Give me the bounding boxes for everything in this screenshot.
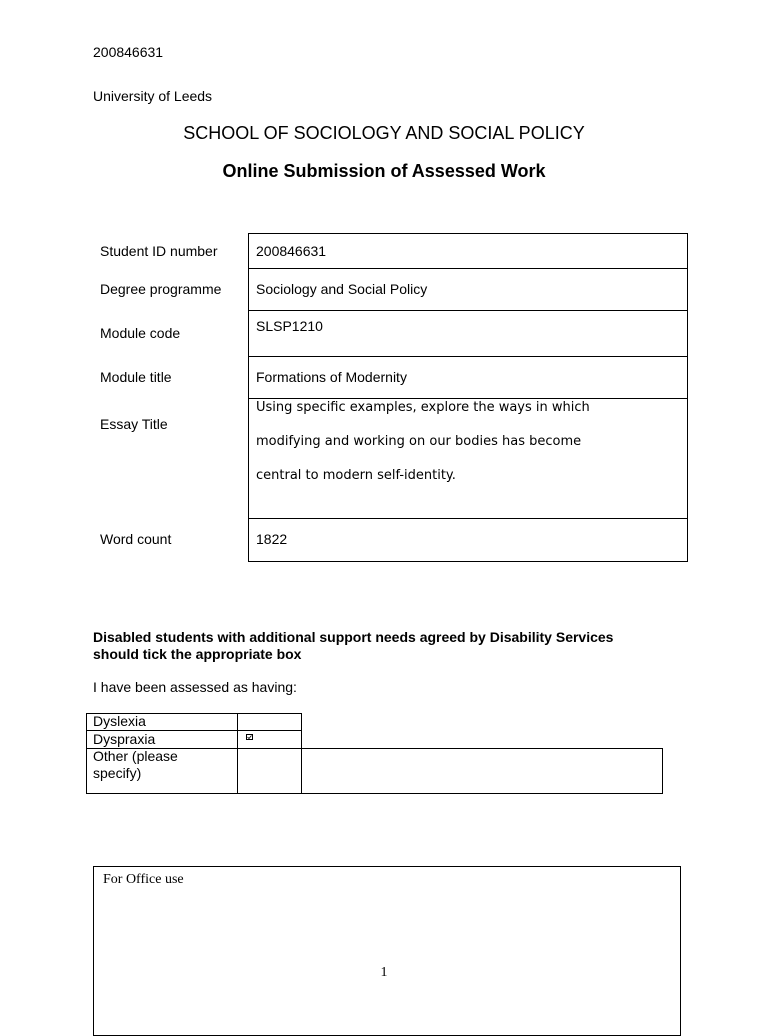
assessed-text: I have been assessed as having: <box>93 679 297 695</box>
other-label-line-1: Other (please <box>93 748 178 764</box>
word-count-field[interactable] <box>248 518 688 562</box>
student-number-header: 200846631 <box>93 44 164 60</box>
form-title: Online Submission of Assessed Work <box>222 161 546 181</box>
student-id-label: Student ID number <box>100 243 218 259</box>
word-count-label: Word count <box>100 531 172 547</box>
dyspraxia-label: Dyspraxia <box>93 731 156 747</box>
dyslexia-checkbox[interactable] <box>238 714 301 730</box>
module-code-value: SLSP1210 <box>256 318 323 334</box>
other-specify-field[interactable] <box>302 749 662 793</box>
dyspraxia-checkbox[interactable] <box>238 731 301 748</box>
module-title-value: Formations of Modernity <box>256 369 407 385</box>
essay-title-field[interactable] <box>248 398 688 519</box>
module-title-label: Module title <box>100 369 172 385</box>
degree-label: Degree programme <box>100 281 222 297</box>
other-checkbox[interactable] <box>238 749 301 793</box>
dyslexia-label: Dyslexia <box>93 713 146 729</box>
essay-title-line-1: Using specific examples, explore the ways in which <box>256 400 590 415</box>
other-label-line-2: specify) <box>93 765 142 781</box>
office-use-label: For Office use <box>103 872 184 887</box>
word-count-value: 1822 <box>256 531 288 547</box>
essay-title-line-2: modifying and working on our bodies has become <box>256 434 582 449</box>
module-code-label: Module code <box>100 325 181 341</box>
office-use-box <box>93 866 681 1036</box>
student-id-value: 200846631 <box>256 243 327 259</box>
university-name: University of Leeds <box>93 88 213 104</box>
degree-value: Sociology and Social Policy <box>256 281 428 297</box>
school-title: SCHOOL OF SOCIOLOGY AND SOCIAL POLICY <box>183 123 585 143</box>
disability-notice-line-1: Disabled students with additional support needs agreed by Disability Services <box>93 629 614 645</box>
tick-mark-icon <box>246 734 253 740</box>
page-number: 1 <box>380 965 388 980</box>
disability-notice-line-2: should tick the appropriate box <box>93 646 302 662</box>
essay-title-label: Essay Title <box>100 416 168 432</box>
essay-title-line-3: central to modern self-identity. <box>256 468 456 483</box>
